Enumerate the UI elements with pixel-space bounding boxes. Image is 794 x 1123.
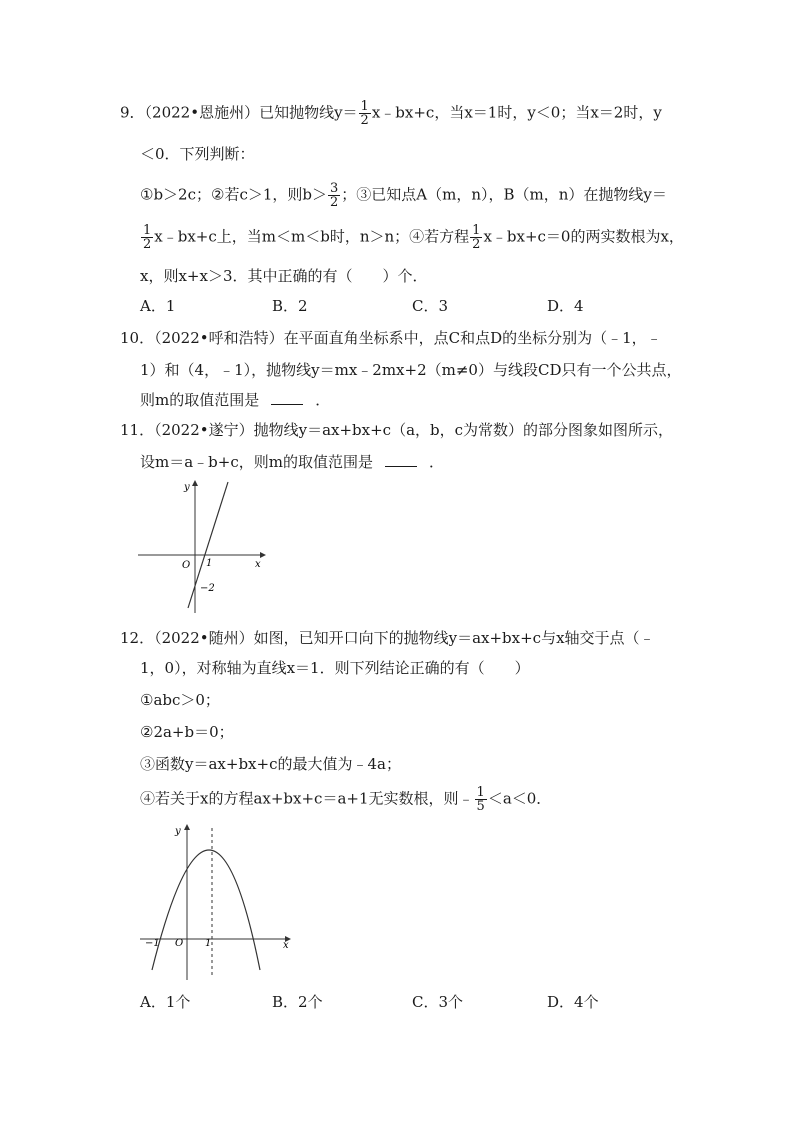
tick-label-1: 1 (205, 938, 212, 949)
x-axis-label: x (283, 940, 289, 951)
q9-option-a[interactable]: A．1 (140, 297, 176, 315)
x-axis-arrow (260, 552, 266, 558)
q11-line-2 (140, 452, 444, 472)
parabola-curve (152, 850, 260, 970)
fraction: $\frac{1}{2}$ (472, 223, 481, 252)
q9-option-c[interactable]: C．3 (412, 297, 449, 315)
q9-line-1 (120, 100, 662, 127)
q12-statement-3: ③函数y＝ax+bx+c的最大值为﹣4a； (140, 755, 401, 773)
q12-text: ④若关于x的方程ax+bx+c＝a+1无实数根，则﹣ (140, 789, 474, 808)
q12-option-d[interactable]: D．4个 (547, 993, 599, 1011)
origin-label: O (175, 938, 184, 949)
q12-option-c[interactable]: C．3个 (412, 993, 464, 1011)
q9-text: x﹣bx+c上，当m＜m＜b时，n＞n；④若方程 (154, 227, 470, 246)
y-axis-label: y (184, 482, 190, 493)
q12-statement-4 (140, 786, 551, 813)
origin-label: O (182, 560, 191, 571)
q9-text: 9．（2022•恩施州）已知抛物线y＝ (120, 103, 358, 122)
q10-line-2: 1）和（4，﹣1），抛物线y＝mx﹣2mx+2（m≠0）与线段CD只有一个公共点， (140, 361, 682, 379)
x-axis-label: x (255, 559, 261, 570)
q12-line-1: 12．（2022•随州）如图，已知开口向下的抛物线y＝ax+bx+c与x轴交于点（﹣ (120, 629, 655, 647)
tick-label-neg1: −1 (145, 938, 160, 949)
q9-text: ①b＞2c；②若c＞1，则b＞ (140, 185, 327, 204)
y-axis-arrow (192, 480, 198, 486)
q12-statement-2: ②2a+b＝0； (140, 723, 234, 741)
tick-label-neg2: −2 (200, 583, 215, 594)
y-axis-arrow (184, 824, 190, 830)
q9-line-4 (140, 224, 684, 251)
fraction: $\frac{3}{2}$ (330, 181, 339, 210)
fraction: $\frac{1}{5}$ (476, 785, 485, 814)
q10-text: 则m的取值范围是 (140, 391, 260, 409)
q11-text: ． (428, 453, 444, 471)
tick-label-1: 1 (206, 558, 213, 569)
q9-text: ；③已知点A（m，n），B（m，n）在抛物线y＝ (341, 185, 667, 204)
fraction: $\frac{1}{2}$ (143, 223, 152, 252)
fraction: $\frac{1}{2}$ (360, 99, 369, 128)
answer-blank[interactable] (385, 452, 417, 467)
q9-text: x﹣bx+c，当x＝1时，y＜0；当x＝2时，y (371, 103, 662, 122)
q10-line-1: 10．（2022•呼和浩特）在平面直角坐标系中，点C和点D的坐标分别为（﹣1，﹣ (120, 329, 662, 347)
answer-blank[interactable] (271, 390, 303, 405)
q9-option-b[interactable]: B．2 (272, 297, 308, 315)
q9-line-5: x，则x+x＞3．其中正确的有（ ）个． (140, 267, 428, 285)
q10-text: ． (315, 391, 331, 409)
q12-option-b[interactable]: B．2个 (272, 993, 323, 1011)
q11-graph (130, 478, 270, 618)
q12-line-2: 1，0），对称轴为直线x＝1．则下列结论正确的有（ ） (140, 659, 530, 677)
q12-text: ＜a＜0． (487, 789, 552, 808)
q12-graph (135, 820, 300, 982)
q10-line-3 (140, 390, 330, 410)
q11-text: 设m＝a﹣b+c，则m的取值范围是 (140, 453, 373, 471)
q11-line-1: 11．（2022•遂宁）抛物线y＝ax+bx+c（a，b，c为常数）的部分图象如图所示， (120, 421, 674, 439)
q9-line-3 (140, 182, 667, 209)
q9-text: x﹣bx+c＝0的两实数根为x， (483, 227, 684, 246)
q9-line-2: ＜0．下列判断： (140, 145, 255, 163)
q12-option-a[interactable]: A．1个 (140, 993, 191, 1011)
y-axis-label: y (175, 826, 181, 837)
q9-option-d[interactable]: D．4 (547, 297, 584, 315)
q12-statement-1: ①abc＞0； (140, 691, 220, 709)
